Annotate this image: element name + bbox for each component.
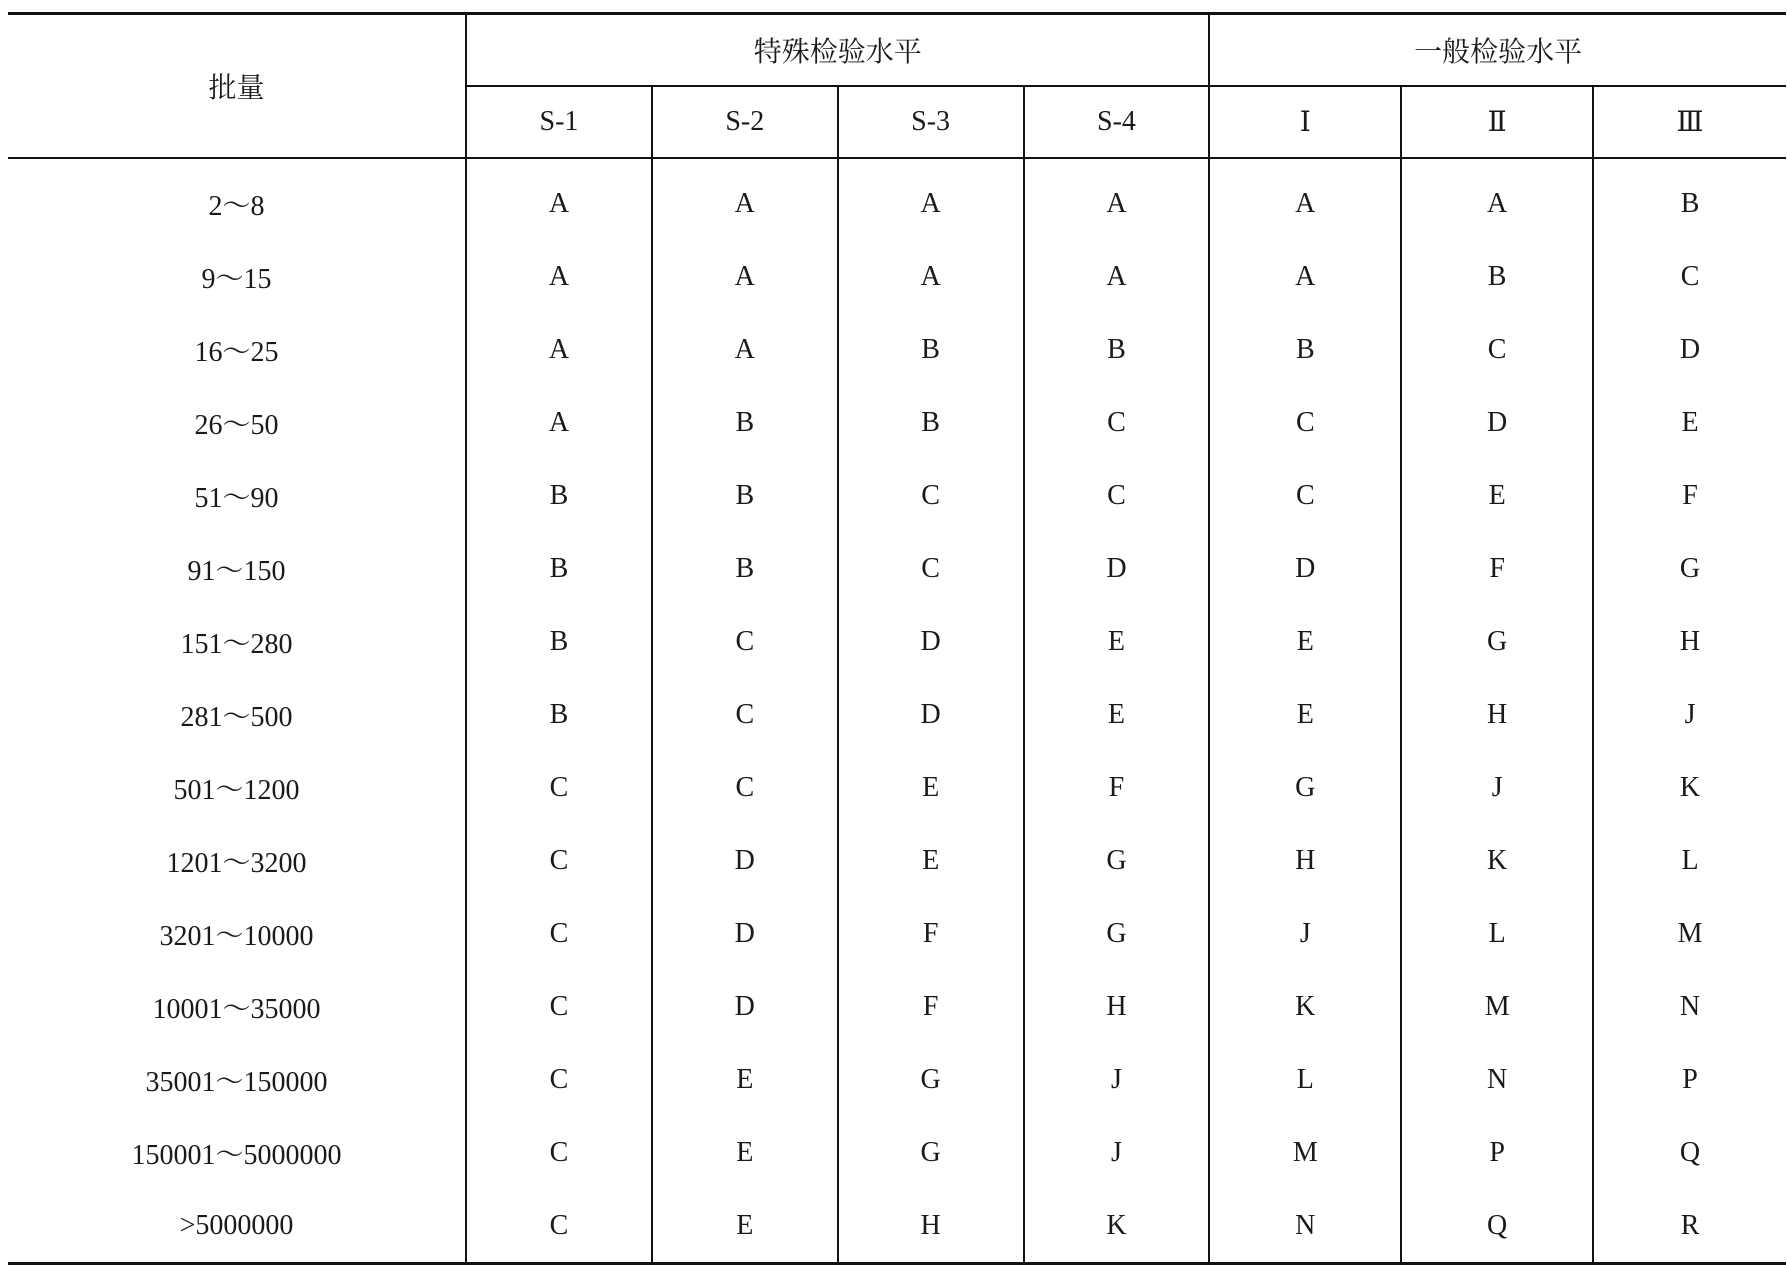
sample-size-code-table (8, 12, 1786, 1265)
code-letter-cell: D (1401, 386, 1593, 459)
level-header-general-1: Ⅰ (1209, 86, 1401, 158)
code-letter-cell: C (838, 459, 1024, 532)
special-inspection-level-header: 特殊检验水平 (466, 14, 1209, 87)
code-letter-cell: D (1679, 333, 1701, 365)
code-letter-cell: C (466, 824, 652, 897)
code-letter-cell: B (1401, 240, 1593, 313)
code-letter-cell: K (1209, 970, 1401, 1043)
code-letter-cell: B (838, 386, 1024, 459)
code-letter-cell: H (838, 1189, 1024, 1264)
code-letter-cell: B (466, 678, 652, 751)
table-row (8, 158, 1786, 240)
code-letter-cell: E (1024, 678, 1210, 751)
code-letter-cell: F (1682, 479, 1698, 511)
code-letter-cell: A (838, 240, 1024, 313)
lot-size-cell: 2～8 (8, 158, 466, 240)
code-letter-cell: C (1024, 459, 1210, 532)
code-letter-cell: C (1680, 260, 1700, 292)
code-letter-cell: C (466, 970, 652, 1043)
code-letter-cell: L (1209, 1043, 1401, 1116)
code-letter-cell: A (1024, 240, 1210, 313)
code-letter-cell: C (838, 532, 1024, 605)
code-letter-cell: A (1024, 158, 1210, 240)
code-letter-cell: E (652, 1116, 838, 1189)
code-letter-cell: E (838, 751, 1024, 824)
code-letter-cell: B (1024, 313, 1210, 386)
code-letter-cell: J (1024, 1116, 1210, 1189)
table-row (8, 751, 1786, 824)
code-letter-cell: H (1024, 970, 1210, 1043)
level-header-general-2: Ⅱ (1401, 86, 1593, 158)
code-letter-cell: D (652, 824, 838, 897)
table-row (8, 1189, 1786, 1264)
code-letter-cell: A (652, 240, 838, 313)
code-letter-cell: C (1401, 313, 1593, 386)
code-letter-cell: P (1401, 1116, 1593, 1189)
code-letter-cell: R (1680, 1209, 1700, 1241)
code-letter-cell: M (1677, 917, 1703, 949)
lot-size-cell: 501～1200 (8, 751, 466, 824)
code-letter-cell: D (838, 678, 1024, 751)
code-letter-cell: C (466, 1116, 652, 1189)
code-letter-cell: E (1024, 605, 1210, 678)
code-letter-cell: A (652, 313, 838, 386)
table-row (8, 897, 1786, 970)
lot-size-cell: 26～50 (8, 386, 466, 459)
code-letter-cell: J (1684, 698, 1696, 730)
lot-size-header: 批量 (8, 14, 466, 159)
lot-size-cell: 1201～3200 (8, 824, 466, 897)
code-letter-cell: E (652, 1043, 838, 1116)
code-letter-cell: F (1024, 751, 1210, 824)
lot-size-cell: 10001～35000 (8, 970, 466, 1043)
code-letter-cell: P (1682, 1063, 1698, 1095)
level-header-s4: S-4 (1024, 86, 1210, 158)
code-letter-cell: J (1401, 751, 1593, 824)
table-row (8, 1043, 1786, 1116)
lot-size-cell: >5000000 (8, 1189, 466, 1264)
lot-size-cell: 151～280 (8, 605, 466, 678)
code-letter-cell: B (838, 313, 1024, 386)
code-letter-cell: F (1401, 532, 1593, 605)
table-row (8, 459, 1786, 532)
code-letter-cell: D (652, 970, 838, 1043)
code-letter-cell: L (1401, 897, 1593, 970)
code-letter-cell: B (1209, 313, 1401, 386)
code-letter-cell: H (1401, 678, 1593, 751)
table-row (8, 605, 1786, 678)
code-letter-cell: K (1401, 824, 1593, 897)
table-row (8, 1116, 1786, 1189)
level-header-general-3: Ⅲ (1593, 86, 1786, 158)
code-letter-cell: E (838, 824, 1024, 897)
lot-size-cell: 150001～5000000 (8, 1116, 466, 1189)
code-letter-cell: C (1209, 386, 1401, 459)
lot-size-cell: 3201～10000 (8, 897, 466, 970)
code-letter-cell: F (838, 970, 1024, 1043)
code-letter-cell: C (466, 1043, 652, 1116)
code-letter-cell: K (1679, 771, 1701, 803)
lot-size-cell: 281～500 (8, 678, 466, 751)
code-letter-cell: M (1401, 970, 1593, 1043)
code-letter-cell: G (838, 1116, 1024, 1189)
table-row (8, 970, 1786, 1043)
table-row (8, 240, 1786, 313)
code-letter-cell: G (1024, 824, 1210, 897)
code-letter-cell: F (838, 897, 1024, 970)
code-letter-cell: A (466, 313, 652, 386)
code-letter-cell: A (652, 158, 838, 240)
code-letter-cell: E (1401, 459, 1593, 532)
code-letter-cell: A (466, 386, 652, 459)
code-letter-cell: B (466, 459, 652, 532)
code-letter-cell: E (652, 1189, 838, 1264)
lot-size-cell: 35001～150000 (8, 1043, 466, 1116)
table-row (8, 824, 1786, 897)
level-header-s2: S-2 (652, 86, 838, 158)
code-letter-cell: D (1209, 532, 1401, 605)
code-letter-cell: E (1209, 605, 1401, 678)
code-letter-cell: B (1680, 187, 1700, 219)
code-letter-cell: J (1024, 1043, 1210, 1116)
code-letter-cell: Q (1401, 1189, 1593, 1264)
code-letter-cell: A (838, 158, 1024, 240)
table-row (8, 678, 1786, 751)
table-body (8, 158, 1786, 1264)
level-header-s3: S-3 (838, 86, 1024, 158)
code-letter-cell: H (1679, 625, 1701, 657)
code-letter-cell: C (466, 897, 652, 970)
code-letter-cell: B (466, 605, 652, 678)
lot-size-cell: 16～25 (8, 313, 466, 386)
code-letter-cell: C (652, 678, 838, 751)
header-row-groups (8, 14, 1786, 87)
lot-size-cell: 51～90 (8, 459, 466, 532)
code-letter-cell: C (1209, 459, 1401, 532)
code-letter-cell: G (1209, 751, 1401, 824)
code-letter-cell: E (1681, 406, 1699, 438)
level-header-s1: S-1 (466, 86, 652, 158)
code-letter-cell: G (1679, 552, 1701, 584)
code-letter-cell: A (466, 158, 652, 240)
code-letter-cell: K (1024, 1189, 1210, 1264)
code-letter-cell: J (1209, 897, 1401, 970)
code-letter-cell: D (1024, 532, 1210, 605)
lot-size-cell: 9～15 (8, 240, 466, 313)
code-letter-cell: C (652, 751, 838, 824)
code-letter-cell: G (1401, 605, 1593, 678)
code-letter-cell: G (1024, 897, 1210, 970)
code-letter-cell: A (1209, 240, 1401, 313)
code-letter-cell: N (1209, 1189, 1401, 1264)
table-row (8, 532, 1786, 605)
code-letter-cell: N (1679, 990, 1701, 1022)
code-letter-cell: A (1209, 158, 1401, 240)
code-letter-cell: C (1024, 386, 1210, 459)
code-letter-cell: A (1401, 158, 1593, 240)
code-letter-cell: H (1209, 824, 1401, 897)
code-letter-cell: B (652, 459, 838, 532)
code-letter-cell: D (652, 897, 838, 970)
lot-size-cell: 91～150 (8, 532, 466, 605)
code-letter-cell: D (838, 605, 1024, 678)
code-letter-cell: C (652, 605, 838, 678)
code-letter-cell: Q (1679, 1136, 1701, 1168)
code-letter-cell: B (466, 532, 652, 605)
code-letter-cell: B (652, 386, 838, 459)
table-row (8, 386, 1786, 459)
code-letter-cell: G (838, 1043, 1024, 1116)
code-letter-cell: B (652, 532, 838, 605)
code-letter-cell: M (1209, 1116, 1401, 1189)
code-letter-cell: A (466, 240, 652, 313)
code-letter-cell: L (1681, 844, 1699, 876)
code-letter-cell: N (1401, 1043, 1593, 1116)
table-row (8, 313, 1786, 386)
code-letter-cell: E (1209, 678, 1401, 751)
code-letter-cell: C (466, 751, 652, 824)
general-inspection-level-header: 一般检验水平 (1209, 14, 1786, 87)
code-letter-cell: C (466, 1189, 652, 1264)
